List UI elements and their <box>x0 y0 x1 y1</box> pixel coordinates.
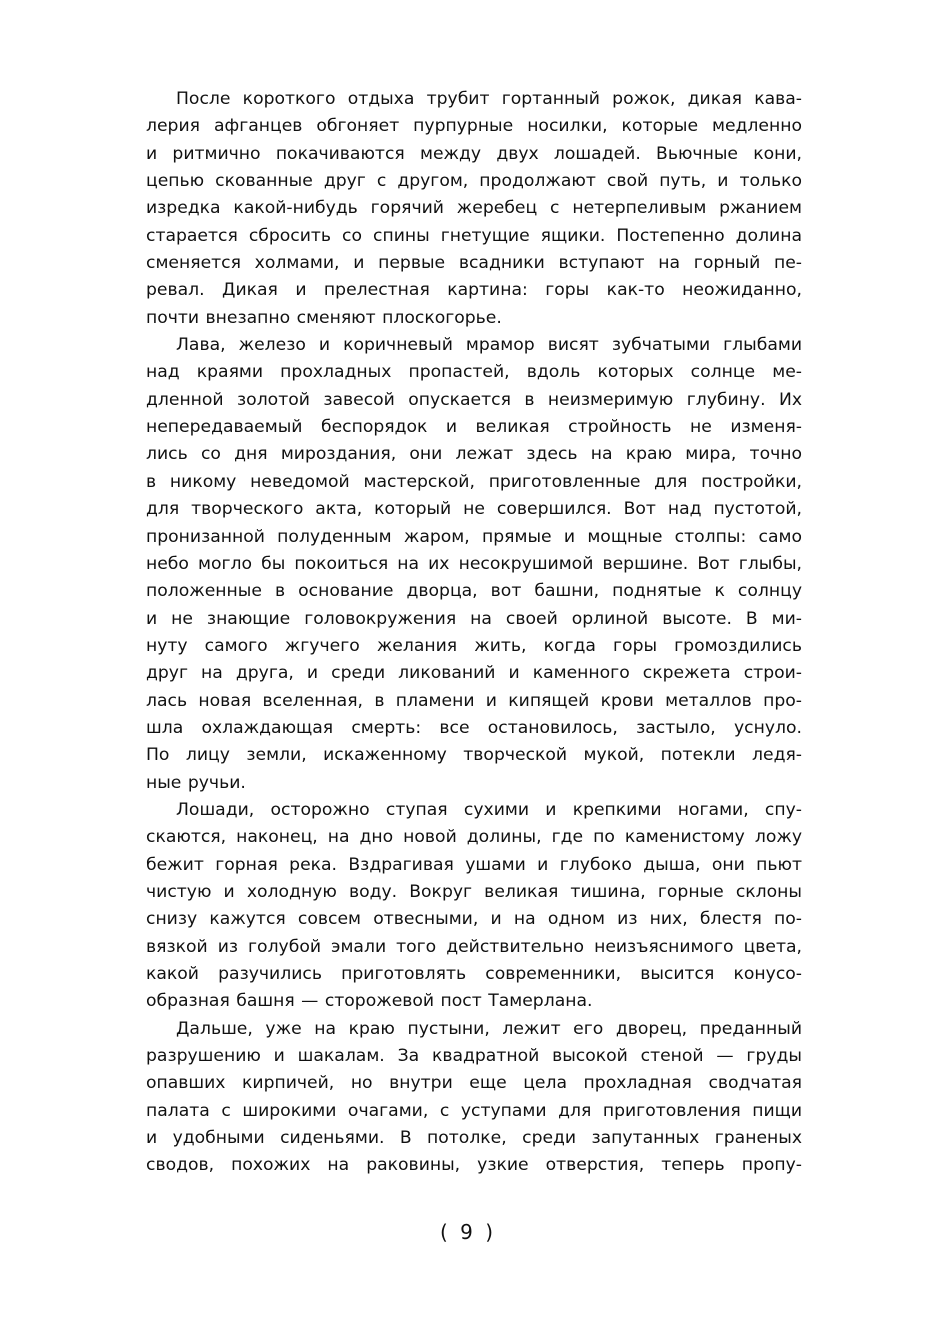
text-line: нуту самого жгучего желания жить, когда горы громоздились <box>146 635 802 656</box>
text-line: Лошади, осторожно ступая сухими и крепкими ногами, спу- <box>176 799 802 820</box>
text-line: шла охлаждающая смерть: все остановилось, застыло, уснуло. <box>146 717 802 738</box>
text-line: сводов, похожих на раковины, узкие отверстия, теперь пропу- <box>146 1155 802 1176</box>
text-line: палата с широкими очагами, с уступами для приготовления пищи <box>146 1100 802 1121</box>
text-line: друг на друга, и среди ликований и каменного скрежета строи- <box>146 663 802 684</box>
paragraph-3 <box>146 797 802 1016</box>
text-line: вязкой из голубой эмали того действительно неизъяснимого цвета, <box>146 936 802 957</box>
text-line: Лава, железо и коричневый мрамор висят зубчатыми глыбами <box>176 335 802 356</box>
paragraph-2 <box>146 332 802 797</box>
text-line: скаются, наконец, на дно новой долины, где по каменистому ложу <box>146 827 802 848</box>
text-line: По лицу земли, искаженному творческой мукой, потекли ледя- <box>146 745 802 766</box>
text-line: дленной золотой завесой опускается в неизмеримую глубину. Их <box>146 389 802 410</box>
text-line: для творческого акта, который не совершился. Вот над пустотой, <box>146 499 802 520</box>
text-line: лась новая вселенная, в пламени и кипящей крови металлов про- <box>146 690 802 711</box>
text-line: сменяется холмами, и первые всадники вступают на горный пе- <box>146 253 802 274</box>
text-line: цепью скованные друг с другом, продолжают свой путь, и только <box>146 171 802 192</box>
text-line: почти внезапно сменяют плоскогорье. <box>146 307 502 328</box>
text-line: непередаваемый беспорядок и великая стройность не изменя- <box>146 417 802 438</box>
paragraph-1 <box>146 86 802 332</box>
text-line: После короткого отдыха трубит гортанный рожок, дикая кава- <box>176 89 802 109</box>
text-line: образная башня — сторожевой пост Тамерлана. <box>146 991 593 1012</box>
text-line: положенные в основание дворца, вот башни, поднятые к солнцу <box>146 581 802 602</box>
text-line: и ритмично покачиваются между двух лошадей. Вьючные кони, <box>146 143 802 164</box>
text-line: изредка какой-нибудь горячий жеребец с нетерпеливым ржанием <box>146 198 802 219</box>
text-line: небо могло бы покоиться на их несокрушимой вершине. Вот глыбы, <box>146 553 802 574</box>
text-line: ные ручьи. <box>146 772 246 793</box>
text-line: чистую и холодную воду. Вокруг великая тишина, горные склоны <box>146 881 802 902</box>
text-line: какой разучились приготовлять современники, высится конусо- <box>146 964 802 984</box>
text-line: пронизанной полуденным жаром, прямые и мощные столпы: само <box>146 526 802 547</box>
text-line: ревал. Дикая и прелестная картина: горы как-то неожиданно, <box>146 280 802 301</box>
text-line: лерия афганцев обгоняет пурпурные носилки, которые медленно <box>146 116 802 137</box>
text-line: и удобными сиденьями. В потолке, среди запутанных граненых <box>146 1128 802 1149</box>
text-line: опавших кирпичей, но внутри еще цела прохладная сводчатая <box>146 1073 802 1094</box>
paragraph-4 <box>146 1016 802 1180</box>
text-line: старается сбросить со спины гнетущие ящики. Постепенно долина <box>146 225 802 246</box>
text-line: Дальше, уже на краю пустыни, лежит его дворец, преданный <box>176 1018 802 1039</box>
page-number: ( 9 ) <box>439 1220 497 1244</box>
text-line: и не знающие головокружения на своей орлиной высоте. В ми- <box>146 608 802 629</box>
text-line: в никому неведомой мастерской, приготовленные для постройки, <box>146 471 802 492</box>
text-line: снизу кажутся совсем отвесными, и на одном из них, блестя по- <box>146 909 802 930</box>
text-line: лись со дня мироздания, они лежат здесь на краю мира, точно <box>146 444 802 465</box>
text-line: над краями прохладных пропастей, вдоль которых солнце ме- <box>146 362 802 383</box>
text-line: разрушению и шакалам. За квадратной высокой стеной — груды <box>146 1046 802 1067</box>
body-text <box>146 86 802 1180</box>
text-line: бежит горная река. Вздрагивая ушами и глубоко дыша, они пьют <box>146 854 802 875</box>
